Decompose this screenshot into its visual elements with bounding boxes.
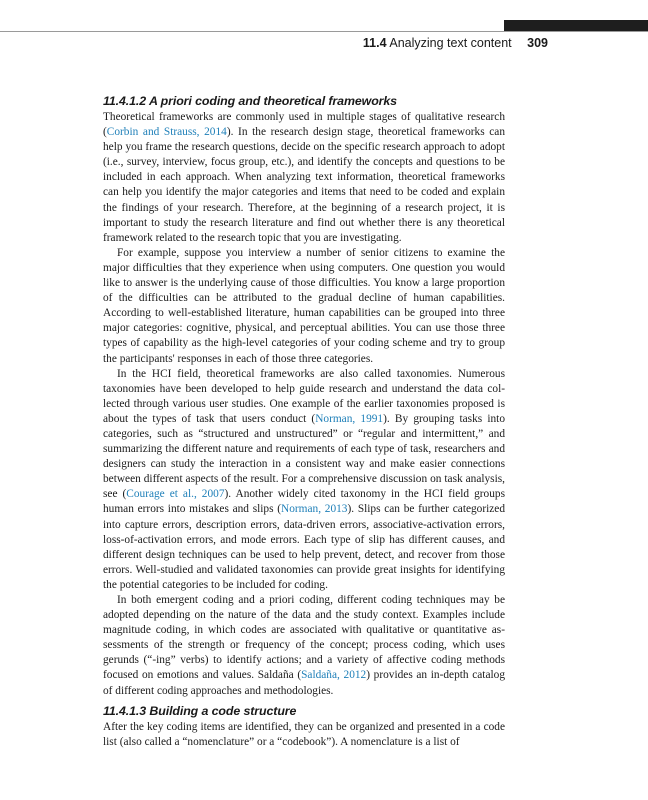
citation-link[interactable]: Norman, 2013: [281, 503, 348, 516]
paragraph: For example, suppose you interview a number of senior citizens to examine the major difficulties that they experience when using computers. One question you would like to answer is the underlying cause of those difficulties. You know a large proportion of the difficulties can be attributed to the gradual decline of human capabilities. According to well-established literature, human capabilities can be grouped into three major categories: cognitive, physical, and perceptual abilities. You can use those three types of capability as the high-level categories of your coding scheme and try to group the participants' responses in each of those three categories.: [103, 246, 505, 365]
paragraph: In the HCI field, theoretical frameworks are also called taxonomies. Numerous taxonomies have been developed to help guide research and understand the data collected through various user studies. One example of the earlier taxonomies proposed is about the types of task that users conduct (Norman, 1991). By grouping tasks into categories, such as “structured and unstructured” or “regular and intermittent,” and summarizing the different nature and requirements of each type of task, researchers and designers can study the interaction in a consistent way and make easier connections between different aspects of the result. For a comprehensive discussion on task analysis, see (Courage et al., 2007). Another widely cited taxonomy in the HCI field groups human errors into mistakes and slips (Norman, 2013). Slips can be further categorized into capture errors, description errors, data-driven errors, associative-activation errors, loss-of-activation errors, and mode errors. Each type of slip has different causes, and different design techniques can be used to help prevent, detect, and recover from those errors. Well-studied and validated taxonomies can provide great insights for identifying the potential categories to be included for coding.: [103, 367, 506, 591]
section-heading: 11.4.1.2 A priori coding and theoretical frameworks: [103, 94, 397, 108]
section-title: Analyzing text content: [389, 36, 512, 50]
citation-link[interactable]: Courage et al., 2007: [126, 488, 225, 501]
section-number: 11.4: [362, 36, 387, 50]
citation-link[interactable]: Corbin and Strauss, 2014: [106, 126, 227, 139]
page-body: [103, 94, 505, 750]
section-heading: 11.4.1.3 Building a code structure: [103, 703, 297, 718]
paragraph: After the key coding items are identified, they can be organized and presented in a code list (also called a “nomenclature” or a “codebook”). A nomenclature is a list of: [103, 720, 505, 748]
paragraph: In both emergent coding and a priori coding, different coding techniques may be adopted depending on the nature of the data and the study context. Examples include magnitude coding, in which codes are associated with qualitative or quantitative assessments of the strength or frequency of the concept; process coding, which uses gerunds (“-ing” verbs) to identify actions; and a variety of affective coding methods focused on emotions and values. Saldaña (Saldaña, 2012) provides an in-depth catalog of different coding approaches and methodologies.: [103, 594, 505, 697]
running-head: [330, 36, 548, 50]
paragraph: Theoretical frameworks are commonly used in multiple stages of qualitative research (Corbin and Strauss, 2014). In the research design stage, theoretical frameworks can help you frame the research questions, decide on the specific research approach to adopt (i.e., survey, interview, focus group, etc.), and identify the concepts and questions to be included in each approach. When analyzing text information, theoretical frameworks can help you identify the major categories and items that need to be coded and explain the findings of your research. Therefore, at the beginning of a research project, it is important to study the research literature and find out whether there is any theoretical framework related to the research topic that you are investigating.: [103, 111, 506, 244]
citation-link[interactable]: Saldaña, 2012: [301, 669, 367, 682]
header-rule: [0, 31, 648, 32]
citation-link[interactable]: Norman, 1991: [315, 412, 384, 425]
page-number: 309: [527, 36, 548, 50]
